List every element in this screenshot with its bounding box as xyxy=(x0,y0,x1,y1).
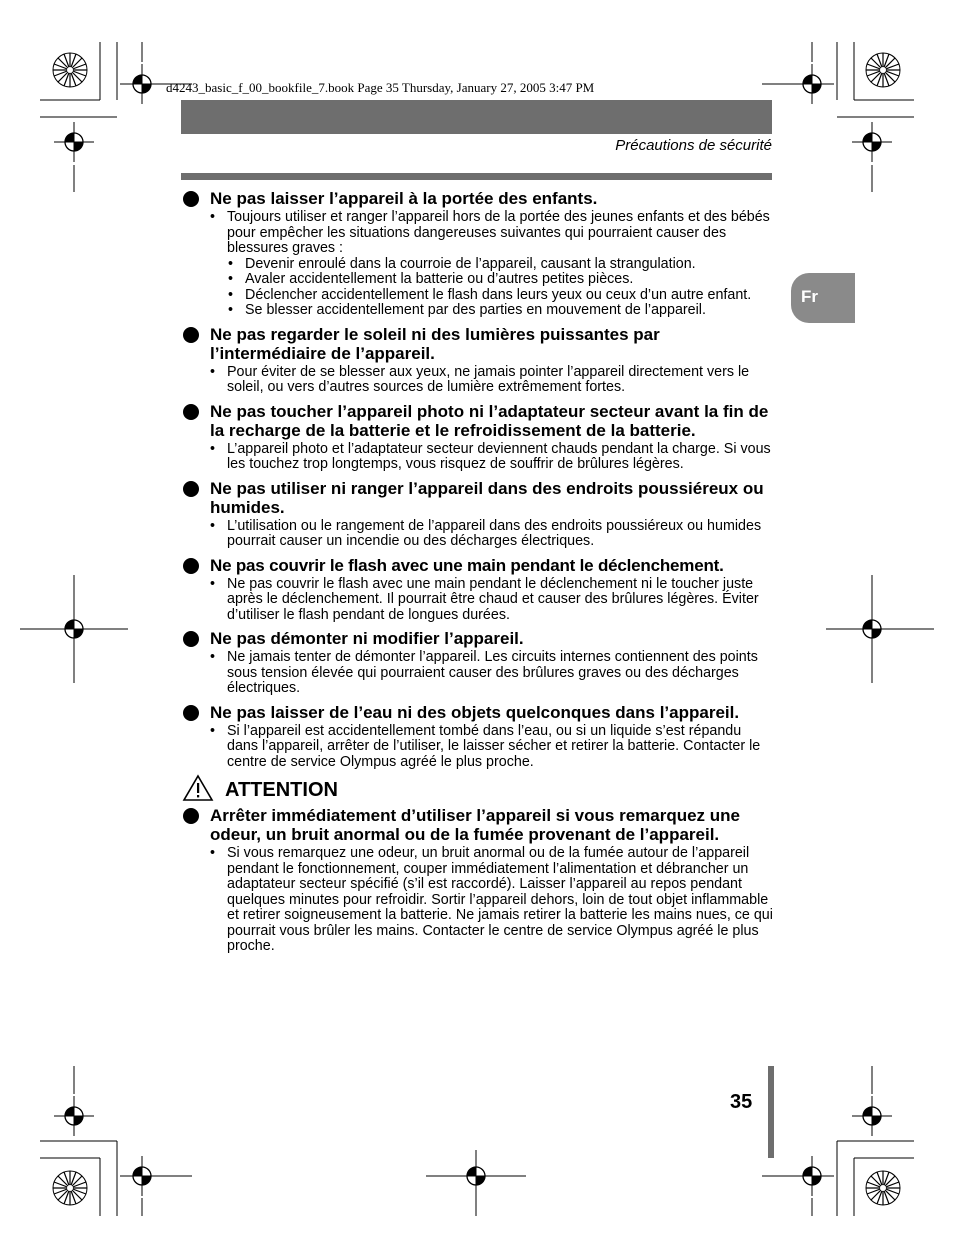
safety-item xyxy=(181,402,773,473)
safety-item xyxy=(181,629,773,697)
bullet-dot-icon xyxy=(183,705,199,721)
list-item: • Pour éviter de se blesser aux yeux, ne jamais pointer l’appareil directement vers le soleil, ou vers d’autres sources de lumière extrêmement fortes. xyxy=(181,365,773,396)
list-item: • L’appareil photo et l’adaptateur secteur deviennent chauds pendant la charge. Si vous les touchez trop longtemps, vous risquez de souffrir de brûlures légères. xyxy=(181,442,773,473)
safety-item xyxy=(181,189,773,319)
page-number: 35 xyxy=(730,1091,753,1113)
safety-item xyxy=(181,479,773,550)
list-item: • Si l’appareil est accidentellement tombé dans l’eau, ou si un liquide s’est répandu dans l’appareil, arrêter de l’utiliser, le laisser sécher et retirer la batterie. Contacter le centre de service Olympus agréé le plus proche. xyxy=(181,724,773,771)
safety-item xyxy=(181,806,773,955)
attention-label: ATTENTION xyxy=(225,779,338,801)
safety-item xyxy=(181,325,773,396)
bullet-dot-icon xyxy=(183,481,199,497)
safety-heading: Ne pas toucher l’appareil photo ni l’adaptateur secteur avant la fin de la recharge de la batterie et le refroidissement de la batterie. xyxy=(210,401,769,440)
sub-list-item: • Se blesser accidentellement par des parties en mouvement de l’appareil. xyxy=(181,303,773,319)
header-rule xyxy=(181,173,772,180)
safety-heading: Ne pas regarder le soleil ni des lumières puissantes par l’intermédiaire de l’appareil. xyxy=(210,324,660,363)
bullet-dot-icon xyxy=(183,404,199,420)
bullet-dot-icon xyxy=(183,191,199,207)
header-bar xyxy=(181,100,772,134)
sub-list-item: • Devenir enroulé dans la courroie de l’appareil, causant la strangulation. xyxy=(181,257,773,273)
list-item: • Si vous remarquez une odeur, un bruit anormal ou de la fumée autour de l’appareil pendant le fonctionnement, couper immédiatement l’alimentation et débrancher un adaptateur secteur spécifié (s’il est raccordé). Laisser l’appareil au repos pendant quelques minutes pour refroidir. Sortir l’appareil dehors, loin de tout objet inflammable et retirer soigneusement la batterie. Ne jamais retirer la batterie les mains nues, ce qui pourrait vous brûler les mains. Contacter le centre de service Olympus agréé le plus proche. xyxy=(181,846,773,955)
sub-list-item: • Déclencher accidentellement le flash dans leurs yeux ou ceux d’un autre enfant. xyxy=(181,288,773,304)
list-item: • Toujours utiliser et ranger l’appareil hors de la portée des jeunes enfants et des bébés pour empêcher les situations dangereuses suivantes qui pourraient causer des blessures graves : xyxy=(181,210,773,257)
safety-heading: Ne pas démonter ni modifier l’appareil. xyxy=(210,629,524,648)
warning-triangle-icon xyxy=(182,774,214,802)
book-info: d4243_basic_f_00_bookfile_7.book Page 35 Thursday, January 27, 2005 3:47 PM xyxy=(166,80,595,95)
attention-heading xyxy=(181,778,773,802)
safety-heading: Ne pas utiliser ni ranger l’appareil dans des endroits poussiéreux ou humides. xyxy=(210,478,764,517)
list-item: • Ne pas couvrir le flash avec une main pendant le déclenchement ni le toucher juste après le déclenchement. Il pourrait être chaud et causer des brûlures légères. Éviter d’utiliser le flash pendant de longues durées. xyxy=(181,577,773,624)
list-item: • L’utilisation ou le rangement de l’appareil dans des endroits poussiéreux ou humides pourrait causer un incendie ou des décharges électriques. xyxy=(181,519,773,550)
bullet-dot-icon xyxy=(183,808,199,824)
sub-list-item: • Avaler accidentellement la batterie ou d’autres petites pièces. xyxy=(181,272,773,288)
main-content xyxy=(181,189,773,961)
bullet-dot-icon xyxy=(183,631,199,647)
bullet-dot-icon xyxy=(183,327,199,343)
language-tab-label: Fr xyxy=(801,287,818,306)
bullet-dot-icon xyxy=(183,558,199,574)
page-number-bar xyxy=(768,1066,774,1158)
safety-heading: Ne pas laisser de l’eau ni des objets quelconques dans l’appareil. xyxy=(210,702,740,722)
safety-heading: Arrêter immédiatement d’utiliser l’appareil si vous remarquez une odeur, un bruit anormal ou de la fumée provenant de l’appareil. xyxy=(210,806,741,844)
language-tab xyxy=(791,273,855,323)
safety-item xyxy=(181,703,773,771)
safety-heading: Ne pas couvrir le flash avec une main pendant le déclenchement. xyxy=(210,555,724,575)
section-title: Précautions de sécurité xyxy=(615,137,772,154)
safety-heading: Ne pas laisser l’appareil à la portée des enfants. xyxy=(210,189,598,208)
safety-item xyxy=(181,556,773,624)
list-item: • Ne jamais tenter de démonter l’appareil. Les circuits internes contiennent des points sous tension élevée qui pourraient causer des brûlures graves ou des décharges électriques. xyxy=(181,650,773,697)
